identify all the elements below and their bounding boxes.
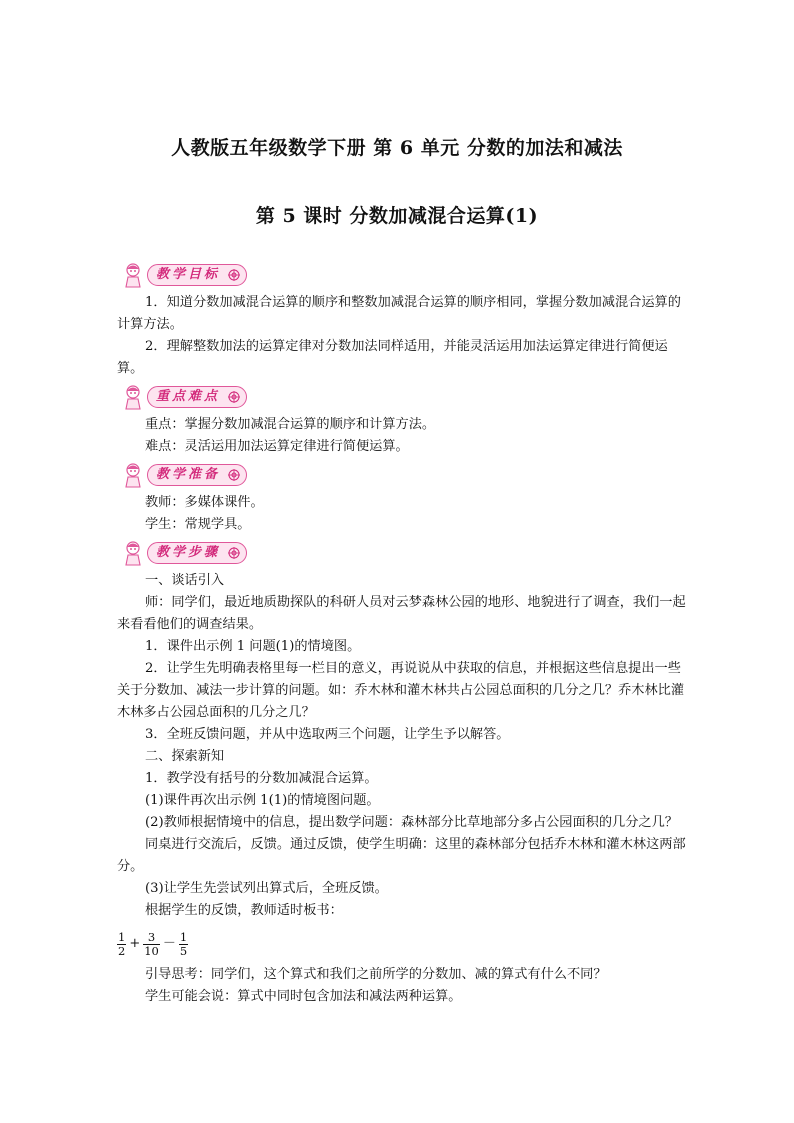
fraction: $\frac{3}{10}$	[144, 929, 159, 958]
section-badge-preparation	[117, 460, 687, 490]
document-content	[117, 258, 687, 1008]
goal-item: 2．理解整数加法的运算定律对分数加法同样适用，并能灵活运用加法运算定律进行简便运算。	[117, 339, 668, 376]
paragraph: 同桌进行交流后，反馈。通过反馈，使学生明确：这里的森林部分包括乔木林和灌木林这两部分。	[117, 837, 686, 874]
girl-mascot-icon	[121, 539, 145, 567]
paragraph: 1．教学没有括号的分数加减混合运算。	[145, 771, 378, 786]
document-title: 人教版五年级数学下册 第 6 单元 分数的加法和减法	[171, 137, 623, 159]
paragraph: 3．全班反馈问题，并从中选取两三个问题，让学生予以解答。	[145, 727, 510, 742]
goal-item: 1．知道分数加减混合运算的顺序和整数加减混合运算的顺序相同，掌握分数加减混合运算的计算方法。	[117, 295, 681, 332]
fraction: $\frac{1}{2}$	[118, 929, 126, 958]
girl-mascot-icon	[121, 461, 145, 489]
plus-operator: +	[129, 936, 141, 951]
paragraph: 引导思考：同学们，这个算式和我们之前所学的分数加、减的算式有什么不同？	[145, 967, 607, 982]
fraction-formula	[117, 924, 687, 964]
paragraph: 师：同学们，最近地质勘探队的科研人员对云梦森林公园的地形、地貌进行了调查，我们一起来看看他们的调查结果。	[117, 595, 686, 632]
girl-mascot-icon	[121, 261, 145, 289]
key-point-item: 重点：掌握分数加减混合运算的顺序和计算方法。	[145, 417, 436, 432]
paragraph: (2)教师根据情境中的信息，提出数学问题：森林部分比草地部分多占公园面积的几分之几？	[145, 815, 678, 830]
section-heading: 一、谈话引入	[145, 573, 225, 588]
paragraph: (1)课件再次出示例 1(1)的情境图问题。	[145, 793, 380, 808]
paragraph: 2．让学生先明确表格里每一栏目的意义，再说说从中获取的信息，并根据这些信息提出一些关于分数加、减法一步计算的问题。如：乔木林和灌木林共占公园总面积的几分之几？乔木林比灌木林多占公园总面积的几分之几？	[117, 661, 685, 720]
paragraph: (3)让学生先尝试列出算式后，全班反馈。	[145, 881, 388, 896]
section-badge-steps	[117, 538, 687, 568]
target-icon	[228, 269, 240, 281]
target-icon	[228, 391, 240, 403]
target-icon	[228, 547, 240, 559]
key-point-item: 难点：灵活运用加法运算定律进行简便运算。	[145, 439, 409, 454]
badge-label: 教学准备	[156, 467, 221, 482]
minus-operator: －	[162, 936, 176, 951]
paragraph: 1．课件出示例 1 问题(1)的情境图。	[145, 639, 361, 654]
lesson-title: 第 5 课时 分数加减混合运算(1)	[255, 205, 539, 227]
badge-label: 教学目标	[156, 267, 221, 282]
preparation-item: 学生：常规学具。	[145, 517, 251, 532]
fraction: $\frac{1}{5}$	[179, 929, 188, 958]
preparation-item: 教师：多媒体课件。	[145, 495, 264, 510]
paragraph: 根据学生的反馈，教师适时板书：	[145, 903, 343, 918]
target-icon	[228, 469, 240, 481]
section-badge-key-points	[117, 382, 687, 412]
badge-label: 教学步骤	[156, 545, 221, 560]
girl-mascot-icon	[121, 383, 145, 411]
section-heading: 二、探索新知	[145, 749, 225, 764]
section-badge-goals	[117, 260, 687, 290]
paragraph: 学生可能会说：算式中同时包含加法和减法两种运算。	[145, 989, 462, 1004]
badge-label: 重点难点	[156, 389, 221, 404]
